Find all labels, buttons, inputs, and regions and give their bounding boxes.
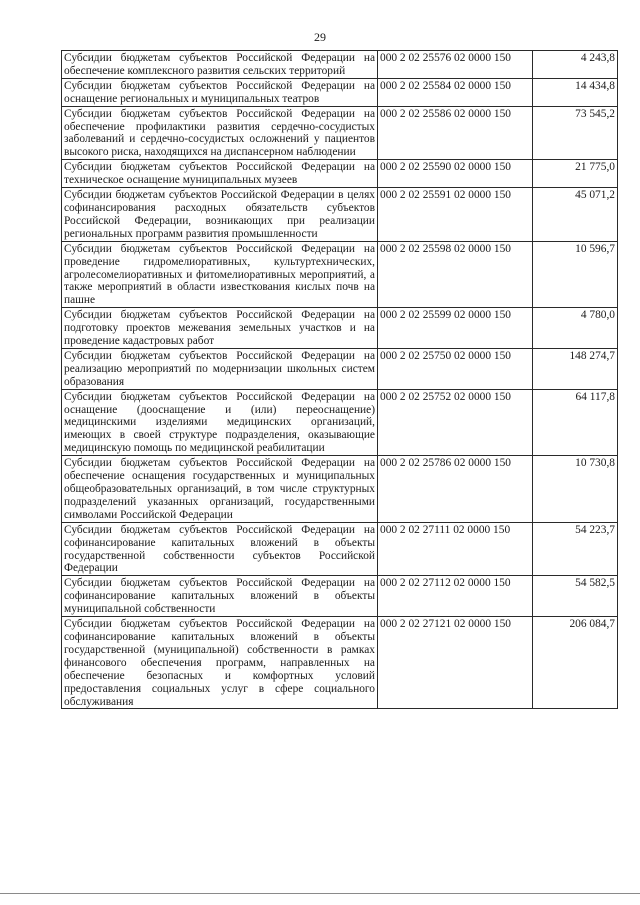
page-number: 29 — [314, 30, 326, 44]
amount-cell: 64 117,8 — [533, 389, 618, 456]
subsidy-name-cell: Субсидии бюджетам субъектов Российской Федерации на техническое оснащение муниципальных музеев — [62, 160, 378, 188]
subsidy-name-cell: Субсидии бюджетам субъектов Российской Федерации на оснащение (дооснащение и (или) переоснащение) медицинскими изделиями медицинских организаций, имеющих в своей структуре подразделения, оказывающие медицинскую помощь по медицинской реабилитации — [62, 389, 378, 456]
table-row — [62, 576, 618, 617]
table-row — [62, 78, 618, 106]
table-row — [62, 617, 618, 709]
table-row — [62, 308, 618, 349]
budget-code-cell: 000 2 02 25599 02 0000 150 — [378, 308, 533, 349]
table-row — [62, 456, 618, 523]
budget-table — [61, 50, 618, 709]
subsidy-name-cell: Субсидии бюджетам субъектов Российской Федерации на подготовку проектов межевания земельных участков и на проведение кадастровых работ — [62, 308, 378, 349]
budget-code-cell: 000 2 02 25786 02 0000 150 — [378, 456, 533, 523]
budget-code-cell: 000 2 02 25576 02 0000 150 — [378, 51, 533, 79]
table-row — [62, 160, 618, 188]
budget-code-cell: 000 2 02 27112 02 0000 150 — [378, 576, 533, 617]
budget-code-cell: 000 2 02 25590 02 0000 150 — [378, 160, 533, 188]
table-row — [62, 389, 618, 456]
table-row — [62, 51, 618, 79]
subsidy-name-cell: Субсидии бюджетам субъектов Российской Федерации на софинансирование капитальных вложений в объекты государственной (муниципальной) собственности в рамках финансового обеспечения программ, направленных на обеспечение безопасных и комфортных условий предоставления социальных услуг в сфере социального обслуживания — [62, 617, 378, 709]
subsidy-name-cell: Субсидии бюджетам субъектов Российской Федерации на обеспечение комплексного развития сельских территорий — [62, 51, 378, 79]
amount-cell: 4 243,8 — [533, 51, 618, 79]
amount-cell: 73 545,2 — [533, 106, 618, 160]
table-row — [62, 241, 618, 308]
page-bottom-rule — [0, 893, 640, 894]
budget-code-cell: 000 2 02 25750 02 0000 150 — [378, 348, 533, 389]
subsidy-name-cell: Субсидии бюджетам субъектов Российской Федерации на обеспечение профилактики развития сердечно-сосудистых заболеваний и сердечно-сосудистых осложнений у пациентов высокого риска, находящихся на диспансерном наблюдении — [62, 106, 378, 160]
amount-cell: 54 582,5 — [533, 576, 618, 617]
subsidy-name-cell: Субсидии бюджетам субъектов Российской Федерации на оснащение региональных и муниципальных театров — [62, 78, 378, 106]
amount-cell: 148 274,7 — [533, 348, 618, 389]
subsidy-name-cell: Субсидии бюджетам субъектов Российской Федерации на софинансирование капитальных вложений в объекты муниципальной собственности — [62, 576, 378, 617]
table-row — [62, 348, 618, 389]
amount-cell: 14 434,8 — [533, 78, 618, 106]
budget-code-cell: 000 2 02 27121 02 0000 150 — [378, 617, 533, 709]
amount-cell: 54 223,7 — [533, 522, 618, 576]
subsidy-name-cell: Субсидии бюджетам субъектов Российской Федерации на реализацию мероприятий по модернизации школьных систем образования — [62, 348, 378, 389]
amount-cell: 10 596,7 — [533, 241, 618, 308]
budget-code-cell: 000 2 02 25752 02 0000 150 — [378, 389, 533, 456]
table-row — [62, 188, 618, 242]
budget-code-cell: 000 2 02 25584 02 0000 150 — [378, 78, 533, 106]
table-row — [62, 106, 618, 160]
subsidy-name-cell: Субсидии бюджетам субъектов Российской Федерации на проведение гидромелиоративных, культуртехнических, агролесомелиоративных и фитомелиоративных мероприятий, а также мероприятий в области известкования кислых почв на пашне — [62, 241, 378, 308]
subsidy-name-cell: Субсидии бюджетам субъектов Российской Федерации на софинансирование капитальных вложений в объекты государственной собственности субъектов Российской Федерации — [62, 522, 378, 576]
subsidy-name-cell: Субсидии бюджетам субъектов Российской Федерации в целях софинансирования расходных обязательств субъектов Российской Федерации, возникающих при реализации региональных программ развития промышленности — [62, 188, 378, 242]
subsidy-name-cell: Субсидии бюджетам субъектов Российской Федерации на обеспечение оснащения государственных и муниципальных общеобразовательных организаций, в том числе структурных подразделений указанных организаций, государственными символами Российской Федерации — [62, 456, 378, 523]
budget-code-cell: 000 2 02 25598 02 0000 150 — [378, 241, 533, 308]
amount-cell: 206 084,7 — [533, 617, 618, 709]
budget-code-cell: 000 2 02 25591 02 0000 150 — [378, 188, 533, 242]
amount-cell: 45 071,2 — [533, 188, 618, 242]
amount-cell: 10 730,8 — [533, 456, 618, 523]
amount-cell: 21 775,0 — [533, 160, 618, 188]
budget-table-body — [62, 51, 618, 709]
amount-cell: 4 780,0 — [533, 308, 618, 349]
budget-code-cell: 000 2 02 25586 02 0000 150 — [378, 106, 533, 160]
table-row — [62, 522, 618, 576]
budget-code-cell: 000 2 02 27111 02 0000 150 — [378, 522, 533, 576]
